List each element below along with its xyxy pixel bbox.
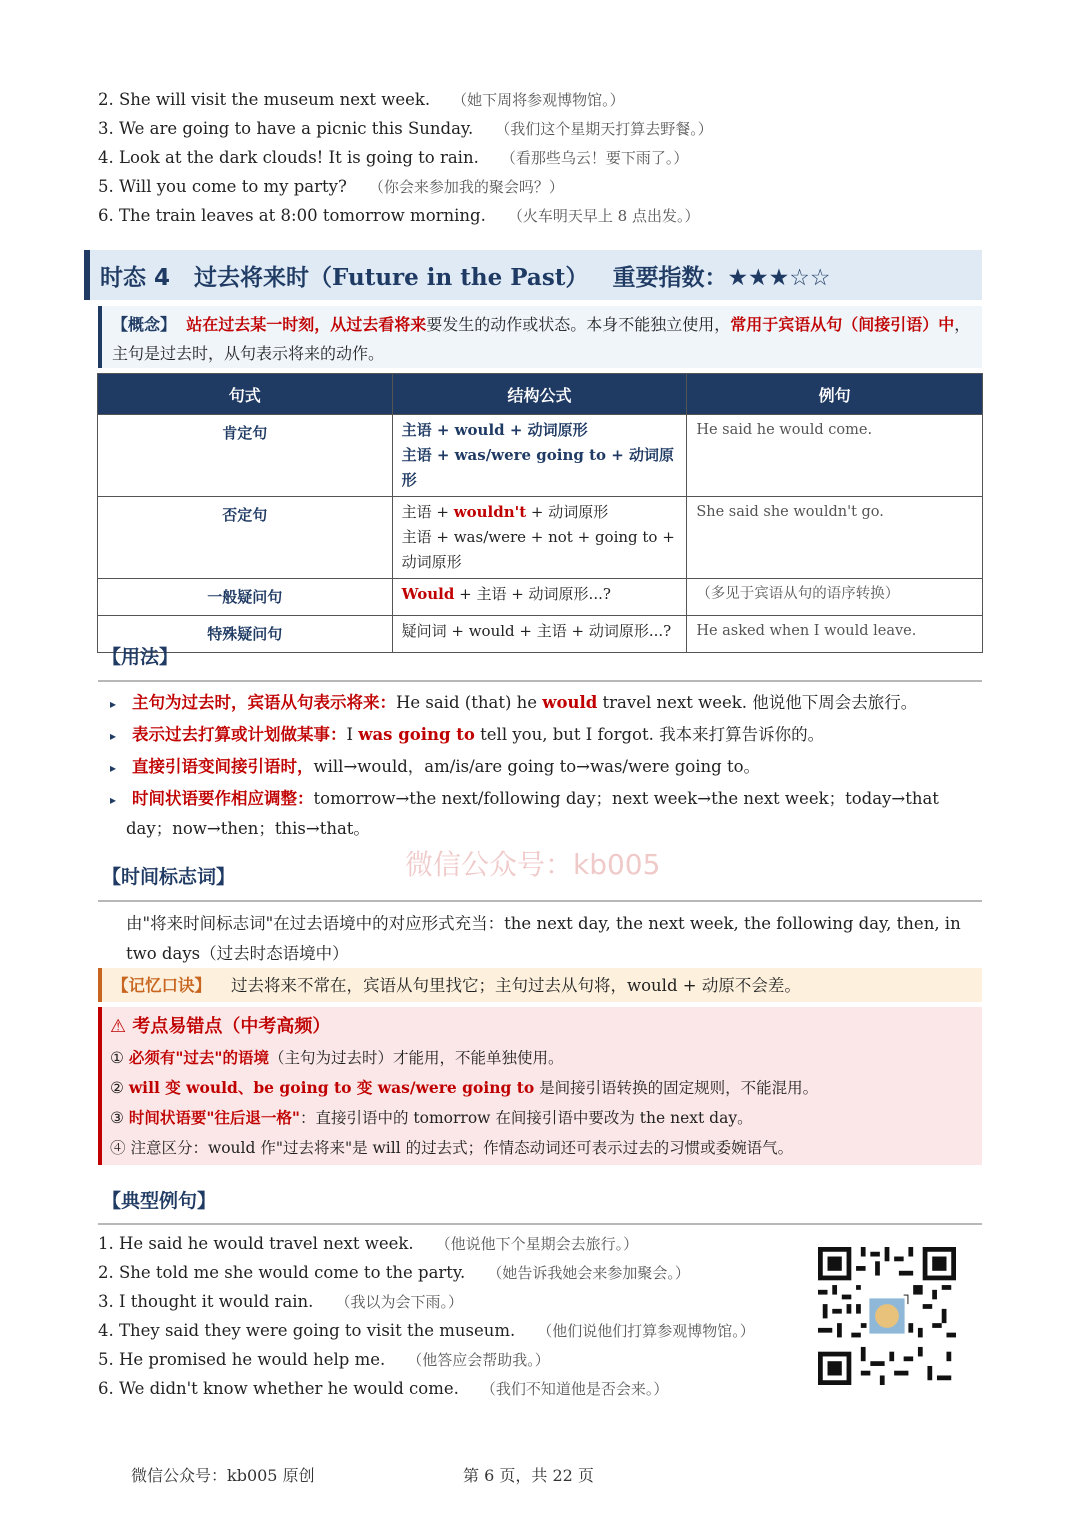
example-sentence: 4. They said they were going to visit the museum. （他们说他们打算参观博物馆。） — [98, 1321, 755, 1340]
column-header: 句式 — [98, 374, 393, 415]
example-sentence: 1. He said he would travel next week. （他说他下个星期会去旅行。） — [98, 1234, 639, 1253]
sentence-type: 否定句 — [98, 497, 393, 579]
error-points-box — [98, 1007, 982, 1165]
example-cell: She said she wouldn't go. — [687, 497, 983, 579]
sentence-type: 肯定句 — [98, 415, 393, 497]
error-points-title: ⚠ 考点易错点（中考高频） — [110, 1016, 331, 1037]
example-sentence: 3. I thought it would rain. （我以为会下雨。） — [98, 1292, 463, 1311]
column-header: 例句 — [687, 374, 983, 415]
table-row — [98, 579, 983, 616]
sentence-item: 2. She will visit the museum next week. （她下周将参观博物馆。） — [98, 90, 625, 109]
importance-label: 重要指数： — [612, 265, 728, 291]
usage-item: ▸ 表示过去打算或计划做某事：I was going to tell you, but I forgot. 我本来打算告诉你的。 — [110, 725, 825, 744]
watermark: 微信公众号：kb005 — [405, 848, 661, 881]
table-header-row — [98, 374, 983, 415]
grammar-table — [97, 373, 983, 653]
error-point: ① 必须有"过去"的语境（主句为过去时）才能用，不能单独使用。 — [110, 1048, 564, 1067]
divider — [98, 680, 982, 682]
usage-item-continuation: day；now→then；this→that。 — [126, 819, 370, 838]
example-sentence: 6. We didn't know whether he would come. （我们不知道他是否会来。） — [98, 1379, 669, 1398]
time-markers-text: two days（过去时态语境中） — [126, 944, 349, 963]
time-markers-text: 由"将来时间标志词"在过去语境中的对应形式充当：the next day, the next week, the following day, then, in — [126, 914, 961, 933]
tense-header — [84, 250, 982, 300]
table-row — [98, 497, 983, 579]
example-cell: （多见于宾语从句的语序转换） — [687, 579, 983, 616]
example-cell: He said he would come. — [687, 415, 983, 497]
tense-title: 时态 4 过去将来时（Future in the Past） 重要指数：★★★☆☆ — [100, 264, 831, 291]
sentence-item: 5. Will you come to my party? （你会来参加我的聚会吗？） — [98, 177, 564, 196]
examples-title: 【典型例句】 — [102, 1190, 217, 1212]
sentence-item: 6. The train leaves at 8:00 tomorrow morning. （火车明天早上 8 点出发。） — [98, 206, 700, 225]
column-header: 结构公式 — [392, 374, 687, 415]
error-point: ② will 变 would、be going to 变 was/were going to 是间接引语转换的固定规则，不能混用。 — [110, 1078, 819, 1097]
formula-cell: Would + 主语 + 动词原形...? — [392, 579, 687, 616]
usage-item: ▸ 直接引语变间接引语时，will→would，am/is/are going to→was/were going to。 — [110, 757, 761, 776]
divider — [98, 1223, 982, 1225]
example-cell: He asked when I would leave. — [687, 616, 983, 653]
sentence-item: 4. Look at the dark clouds! It is going to rain. （看那些乌云！要下雨了。） — [98, 148, 689, 167]
bullet-icon: ▸ — [110, 729, 117, 743]
sentence-type: 特殊疑问句 — [98, 616, 393, 653]
star-rating-icon: ★★★☆☆ — [727, 265, 831, 291]
example-sentence: 2. She told me she would come to the party. （她告诉我她会来参加聚会。） — [98, 1263, 690, 1282]
formula-cell: 主语 + wouldn't + 动词原形 主语 + was/were + not + going to + 动词原形 — [392, 497, 687, 579]
table-row — [98, 415, 983, 497]
bullet-icon: ▸ — [110, 761, 117, 775]
usage-item: ▸ 时间状语要作相应调整：tomorrow→the next/following day；next week→the next week；today→that — [110, 789, 939, 808]
sentence-type: 一般疑问句 — [98, 579, 393, 616]
time-markers-title: 【时间标志词】 — [102, 866, 236, 888]
footer-source: 微信公众号：kb005 原创 — [131, 1466, 315, 1485]
table-row — [98, 616, 983, 653]
page-number: 第 6 页，共 22 页 — [463, 1466, 594, 1485]
bullet-icon: ▸ — [110, 793, 117, 807]
error-point: ④ 注意区分：would 作"过去将来"是 will 的过去式；作情态动词还可表示过去的习惯或委婉语气。 — [110, 1139, 794, 1157]
divider — [98, 900, 982, 902]
usage-item: ▸ 主句为过去时，宾语从句表示将来：He said (that) he would travel next week. 他说他下周会去旅行。 — [110, 693, 918, 712]
qr-code-icon — [818, 1247, 956, 1385]
mnemonic-box: 【记忆口诀】 过去将来不常在，宾语从句里找它；主句过去从句将，would + 动原不会差。 — [98, 968, 982, 1002]
concept-box: 【概念】 站在过去某一时刻，从过去看将来要发生的动作或状态。本身不能独立使用，常用于宾语从句（间接引语）中，主句是过去时，从句表示将来的动作。 — [98, 306, 982, 368]
bullet-icon: ▸ — [110, 697, 117, 711]
error-point: ③ 时间状语要"往后退一格"：直接引语中的 tomorrow 在间接引语中要改为 the next day。 — [110, 1108, 753, 1127]
sentence-item: 3. We are going to have a picnic this Sunday. （我们这个星期天打算去野餐。） — [98, 119, 713, 138]
usage-title: 【用法】 — [102, 646, 179, 668]
example-sentence: 5. He promised he would help me. （他答应会帮助我。） — [98, 1350, 550, 1369]
formula-cell: 主语 + would + 动词原形 主语 + was/were going to + 动词原形 — [392, 415, 687, 497]
formula-cell: 疑问词 + would + 主语 + 动词原形...? — [392, 616, 687, 653]
